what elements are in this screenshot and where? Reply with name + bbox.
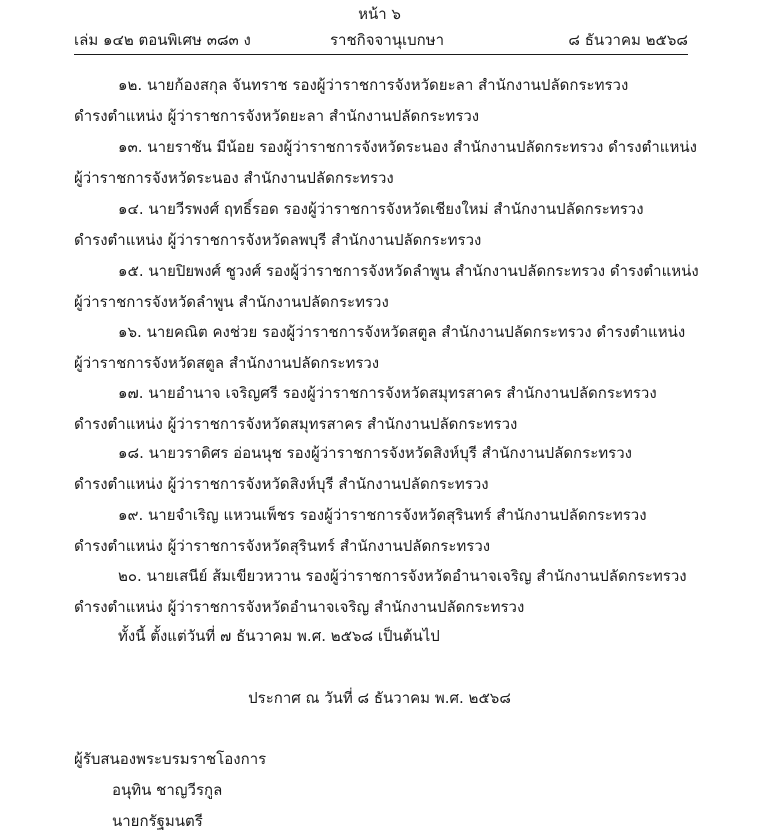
appointment-line-2: ดำรงตำแหน่ง ผู้ว่าราชการจังหวัดสิงห์บุรี สำนักงานปลัดกระทรวง: [74, 475, 489, 493]
page-number: หน้า ๖: [358, 5, 401, 23]
appointment-line-2: ดำรงตำแหน่ง ผู้ว่าราชการจังหวัดลพบุรี สำนักงานปลัดกระทรวง: [74, 231, 482, 249]
appointment-item: [74, 199, 688, 250]
acknowledgement: ผู้รับสนองพระบรมราชโองการ: [74, 750, 267, 768]
appointment-line-2: ดำรงตำแหน่ง ผู้ว่าราชการจังหวัดอำนาจเจริญ สำนักงานปลัดกระทรวง: [74, 598, 525, 616]
appointment-item: [74, 75, 688, 126]
signer-name: อนุทิน ชาญวีรกูล: [112, 781, 223, 799]
header-divider: [74, 54, 688, 55]
effective-date: ทั้งนี้ ตั้งแต่วันที่ ๗ ธันวาคม พ.ศ. ๒๕๖๘ เป็นต้นไป: [118, 627, 440, 645]
appointment-item: [74, 566, 688, 617]
appointment-line-1: ๑๕. นายปิยพงศ์ ชูวงศ์ รองผู้ว่าราชการจังหวัดลำพูน สำนักงานปลัดกระทรวง ดำรงตำแหน่ง: [118, 262, 699, 280]
gazette-date: ๘ ธันวาคม ๒๕๖๘: [568, 31, 688, 49]
appointment-line-1: ๑๘. นายวราดิศร อ่อนนุช รองผู้ว่าราชการจังหวัดสิงห์บุรี สำนักงานปลัดกระทรวง: [118, 444, 632, 462]
appointment-line-1: ๑๙. นายจำเริญ แหวนเพ็ชร รองผู้ว่าราชการจังหวัดสุรินทร์ สำนักงานปลัดกระทรวง: [118, 506, 647, 524]
appointment-item: [74, 137, 697, 188]
volume-issue: เล่ม ๑๔๒ ตอนพิเศษ ๓๘๓ ง: [74, 31, 251, 49]
appointment-line-1: ๑๒. นายก้องสกุล จันทราช รองผู้ว่าราชการจังหวัดยะลา สำนักงานปลัดกระทรวง: [118, 76, 629, 94]
signer-position: นายกรัฐมนตรี: [112, 812, 203, 830]
appointment-line-1: ๑๗. นายอำนาจ เจริญศรี รองผู้ว่าราชการจังหวัดสมุทรสาคร สำนักงานปลัดกระทรวง: [118, 384, 657, 402]
appointment-item: [74, 443, 688, 494]
appointment-line-1: ๒๐. นายเสนีย์ ส้มเขียวหวาน รองผู้ว่าราชการจังหวัดอำนาจเจริญ สำนักงานปลัดกระทรวง: [118, 567, 687, 585]
appointment-line-2: ดำรงตำแหน่ง ผู้ว่าราชการจังหวัดยะลา สำนักงานปลัดกระทรวง: [74, 107, 480, 125]
announcement-date: ประกาศ ณ วันที่ ๘ ธันวาคม พ.ศ. ๒๕๖๘: [248, 689, 511, 707]
appointment-line-2: ผู้ว่าราชการจังหวัดลำพูน สำนักงานปลัดกระทรวง: [74, 293, 389, 311]
appointment-line-2: ผู้ว่าราชการจังหวัดระนอง สำนักงานปลัดกระทรวง: [74, 169, 394, 187]
gazette-header: [74, 30, 688, 52]
appointment-line-1: ๑๔. นายวีรพงศ์ ฤทธิ์รอด รองผู้ว่าราชการจังหวัดเชียงใหม่ สำนักงานปลัดกระทรวง: [118, 200, 644, 218]
appointment-line-2: ดำรงตำแหน่ง ผู้ว่าราชการจังหวัดสมุทรสาคร สำนักงานปลัดกระทรวง: [74, 415, 518, 433]
appointment-item: [74, 505, 688, 556]
appointment-item: [74, 261, 699, 312]
appointment-line-2: ผู้ว่าราชการจังหวัดสตูล สำนักงานปลัดกระทรวง: [74, 354, 380, 372]
appointment-line-1: ๑๖. นายคณิต คงช่วย รองผู้ว่าราชการจังหวัดสตูล สำนักงานปลัดกระทรวง ดำรงตำแหน่ง: [118, 323, 686, 341]
appointment-item: [74, 383, 688, 434]
appointment-line-1: ๑๓. นายราชัน มีน้อย รองผู้ว่าราชการจังหวัดระนอง สำนักงานปลัดกระทรวง ดำรงตำแหน่ง: [118, 138, 697, 156]
appointment-line-2: ดำรงตำแหน่ง ผู้ว่าราชการจังหวัดสุรินทร์ สำนักงานปลัดกระทรวง: [74, 537, 491, 555]
gazette-name: ราชกิจจานุเบกษา: [330, 31, 445, 49]
appointment-item: [74, 322, 688, 373]
